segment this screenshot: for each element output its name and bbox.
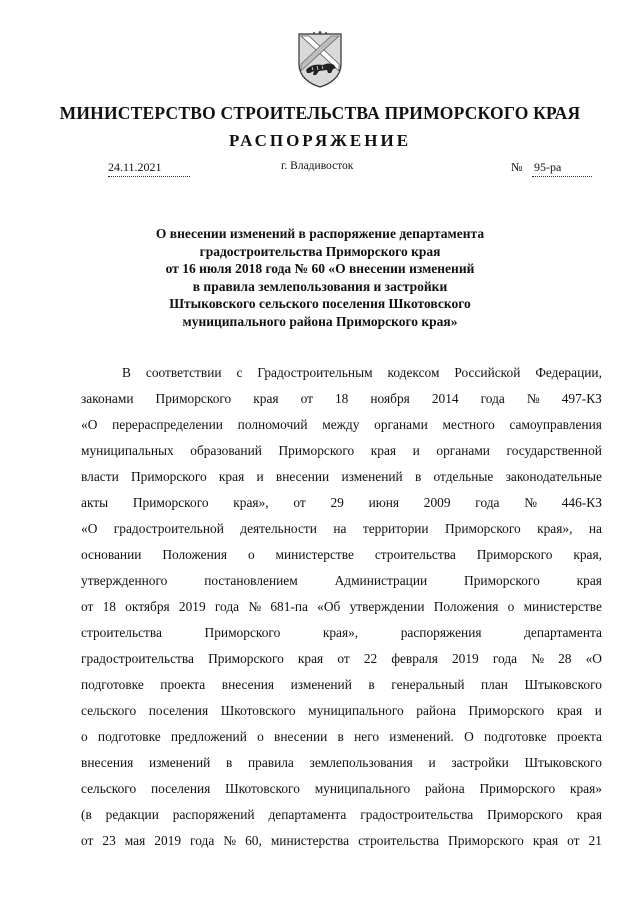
- body-word: и: [594, 703, 602, 718]
- body-word: на: [333, 521, 347, 536]
- body-word: Приморского: [448, 833, 524, 848]
- number-sign: №: [511, 160, 523, 174]
- body-word: распоряжений: [172, 807, 255, 822]
- body-word: Приморского: [204, 625, 281, 640]
- body-line: [81, 568, 602, 594]
- body-line: [81, 828, 602, 854]
- body-word: министерства: [270, 833, 350, 848]
- document-number: 95-ра: [532, 160, 592, 177]
- body-word: Приморского: [487, 807, 563, 822]
- title-line: градостроительства Приморского края: [199, 243, 441, 259]
- body-word: края: [532, 833, 559, 848]
- body-word: года: [190, 833, 215, 848]
- body-word: внесении: [274, 729, 328, 744]
- body-line: [81, 724, 602, 750]
- body-word: края: [297, 651, 324, 666]
- body-word: между: [322, 417, 360, 432]
- body-word: утвержденного: [81, 573, 168, 588]
- body-word: Приморского: [278, 443, 355, 458]
- body-word: 22: [363, 651, 378, 666]
- body-word: края: [370, 443, 397, 458]
- body-word: муниципальных: [81, 443, 174, 458]
- body-word: в: [368, 677, 375, 692]
- body-word: района: [416, 703, 456, 718]
- body-word: №: [524, 495, 538, 510]
- document-meta-row: [0, 160, 640, 180]
- body-word: 23: [102, 833, 116, 848]
- body-word: Приморского: [130, 469, 207, 484]
- body-word: ноября: [370, 391, 410, 406]
- body-word: Положения: [433, 599, 499, 614]
- body-word: застройки: [451, 755, 509, 770]
- body-word: о: [507, 599, 515, 614]
- body-word: законами: [81, 391, 134, 406]
- body-word: №: [531, 651, 544, 666]
- body-word: власти: [81, 469, 119, 484]
- body-word: края: [576, 573, 602, 588]
- body-word: внесения: [81, 755, 134, 770]
- body-word: Градостроительным: [257, 365, 373, 380]
- body-word: «Об: [317, 599, 341, 614]
- body-word: от: [300, 391, 313, 406]
- body-word: 2019: [451, 651, 479, 666]
- body-line: [81, 542, 602, 568]
- body-word: редакции: [105, 807, 159, 822]
- body-word: на: [588, 521, 602, 536]
- body-word: внесении: [275, 469, 330, 484]
- body-word: года: [480, 391, 505, 406]
- body-word: Положения: [162, 547, 228, 562]
- document-title: [120, 225, 520, 330]
- body-word: края: [218, 469, 245, 484]
- body-line: [81, 464, 602, 490]
- body-word: землепользования: [309, 755, 413, 770]
- body-word: с: [236, 365, 243, 380]
- body-line: [81, 516, 602, 542]
- body-word: 18: [334, 391, 349, 406]
- body-word: 28: [558, 651, 572, 666]
- body-word: градостроительства: [81, 651, 194, 666]
- body-line: [81, 802, 602, 828]
- body-word: соответствии: [145, 365, 222, 380]
- document-date: 24.11.2021: [108, 160, 190, 177]
- body-word: края: [576, 807, 602, 822]
- body-word: законодательные: [505, 469, 602, 484]
- body-line: [81, 490, 602, 516]
- body-word: план: [481, 677, 508, 692]
- body-word: изменений: [290, 677, 352, 692]
- title-line: Штыковского сельского поселения Шкотовского: [169, 296, 471, 311]
- body-word: края»,: [537, 521, 573, 536]
- body-line: [81, 672, 602, 698]
- body-word: 60,: [245, 833, 262, 848]
- body-word: от: [293, 495, 306, 510]
- body-word: в: [225, 755, 233, 770]
- body-word: департамента: [268, 807, 347, 822]
- body-word: Приморского: [208, 651, 284, 666]
- body-line: [81, 360, 602, 386]
- body-word: 18: [102, 599, 116, 614]
- body-word: органами: [374, 417, 428, 432]
- body-word: от: [567, 833, 580, 848]
- body-word: 681-па: [270, 599, 308, 614]
- body-word: поселения: [148, 703, 209, 718]
- body-line: [81, 646, 602, 672]
- body-word: постановлением: [204, 573, 298, 588]
- body-word: правила: [247, 755, 294, 770]
- body-word: Приморского: [476, 547, 553, 562]
- body-word: него: [354, 729, 380, 744]
- body-word: 2019: [154, 833, 182, 848]
- body-line: [81, 438, 602, 464]
- body-word: строительства: [81, 625, 162, 640]
- body-word: «О: [585, 651, 602, 666]
- title-line: муниципального района Приморского края»: [182, 313, 458, 329]
- body-word: от: [81, 833, 94, 848]
- body-word: Штыковского: [524, 677, 602, 692]
- body-word: 2014: [431, 391, 459, 406]
- body-word: подготовке: [81, 677, 144, 692]
- body-word: о: [81, 729, 88, 744]
- body-word: 446-КЗ: [561, 495, 602, 510]
- body-word: Приморского: [479, 781, 556, 796]
- body-word: «О: [81, 417, 98, 432]
- body-word: и: [256, 469, 264, 484]
- body-word: распоряжения: [400, 625, 482, 640]
- body-word: изменений.: [389, 729, 454, 744]
- body-word: в: [414, 469, 422, 484]
- body-word: внесения: [221, 677, 275, 692]
- body-line: [81, 412, 602, 438]
- body-word: и: [428, 755, 436, 770]
- body-word: Приморского: [132, 495, 209, 510]
- body-word: строительства: [358, 833, 440, 848]
- body-word: министерстве: [523, 599, 602, 614]
- body-word: 21: [588, 833, 602, 848]
- body-word: Приморского: [155, 391, 232, 406]
- body-word: органами: [436, 443, 490, 458]
- body-word: поселения: [150, 781, 211, 796]
- body-word: в: [337, 729, 344, 744]
- body-word: деятельности: [240, 521, 317, 536]
- body-line: [81, 776, 602, 802]
- body-word: отдельные: [433, 469, 494, 484]
- body-word: Штыковского: [524, 755, 602, 770]
- body-word: сельского: [81, 781, 137, 796]
- body-word: генеральный: [391, 677, 465, 692]
- body-word: сельского: [81, 703, 137, 718]
- body-word: проекта: [556, 729, 602, 744]
- body-word: муниципального: [314, 781, 411, 796]
- body-word: подготовке: [483, 729, 547, 744]
- body-word: края: [556, 703, 583, 718]
- body-word: и: [412, 443, 420, 458]
- body-word: края»,: [233, 495, 269, 510]
- body-word: территории: [362, 521, 429, 536]
- title-line: в правила землепользования и застройки: [192, 278, 448, 294]
- body-word: министерстве: [275, 547, 354, 562]
- body-word: края»: [569, 781, 602, 796]
- document-city: г. Владивосток: [281, 160, 354, 172]
- body-word: района: [425, 781, 465, 796]
- body-word: изменений: [341, 469, 403, 484]
- body-word: 29: [330, 495, 344, 510]
- body-word: строительства: [374, 547, 456, 562]
- body-word: о: [247, 547, 255, 562]
- body-word: июня: [368, 495, 400, 510]
- body-word: №: [526, 391, 540, 406]
- title-line: от 16 июля 2018 года № 60 «О внесении изменений: [165, 261, 475, 276]
- body-word: края,: [573, 547, 602, 562]
- body-word: 2019: [178, 599, 206, 614]
- body-word: Приморского: [464, 573, 540, 588]
- body-word: подготовке: [97, 729, 161, 744]
- body-word: (в: [81, 807, 92, 822]
- body-word: года: [492, 651, 518, 666]
- body-word: департамента: [524, 625, 602, 640]
- body-word: утверждении: [349, 599, 425, 614]
- body-word: кодексом: [387, 365, 440, 380]
- body-word: от: [81, 599, 94, 614]
- body-word: проекта: [160, 677, 206, 692]
- body-word: октября: [125, 599, 170, 614]
- body-word: №: [223, 833, 237, 848]
- body-word: февраля: [391, 651, 438, 666]
- body-word: градостроительной: [113, 521, 224, 536]
- primorsky-coat-of-arms-icon: [296, 30, 344, 88]
- body-line: [81, 698, 602, 724]
- body-word: государственной: [506, 443, 602, 458]
- body-line: [81, 750, 602, 776]
- body-word: основании: [81, 547, 142, 562]
- body-word: года: [475, 495, 500, 510]
- body-word: от: [337, 651, 350, 666]
- body-word: Приморского: [468, 703, 545, 718]
- body-word: края»,: [322, 625, 359, 640]
- body-word: градостроительства: [360, 807, 474, 822]
- body-word: предложений: [170, 729, 247, 744]
- body-word: перераспределении: [112, 417, 223, 432]
- body-word: акты: [81, 495, 109, 510]
- body-word: края: [253, 391, 279, 406]
- title-line: О внесении изменений в распоряжение департамента: [155, 226, 485, 241]
- body-word: Российской: [454, 365, 521, 380]
- body-word: №: [248, 599, 262, 614]
- body-word: изменений: [148, 755, 211, 770]
- body-word: Приморского: [444, 521, 521, 536]
- body-word: Шкотовского: [225, 781, 300, 796]
- body-word: Шкотовского: [220, 703, 296, 718]
- body-word: муниципального: [308, 703, 404, 718]
- body-line: [81, 620, 602, 646]
- document-body: [81, 360, 602, 854]
- body-word: мая: [124, 833, 146, 848]
- body-line: [81, 594, 602, 620]
- body-word: 2009: [423, 495, 451, 510]
- body-word: полномочий: [237, 417, 308, 432]
- body-word: местного: [442, 417, 495, 432]
- body-word: года: [214, 599, 240, 614]
- body-line: [81, 386, 602, 412]
- body-word: самоуправления: [509, 417, 602, 432]
- ministry-name: МИНИСТЕРСТВО СТРОИТЕЛЬСТВА ПРИМОРСКОГО КРАЯ: [59, 103, 581, 123]
- body-word: Администрации: [334, 573, 428, 588]
- body-word: Федерации,: [535, 365, 602, 380]
- body-word: 497-КЗ: [561, 391, 602, 406]
- body-word: о: [257, 729, 264, 744]
- body-word: О: [464, 729, 474, 744]
- body-word: В: [122, 365, 131, 380]
- document-type: РАСПОРЯЖЕНИЕ: [228, 131, 412, 150]
- body-word: образований: [190, 443, 262, 458]
- body-word: «О: [81, 521, 98, 536]
